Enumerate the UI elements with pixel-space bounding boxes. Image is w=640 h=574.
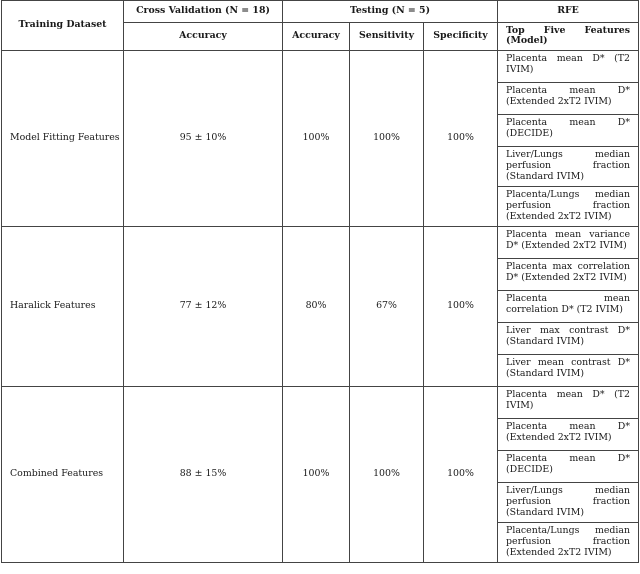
feature-cell: Placenta mean D* (T2 IVIM) xyxy=(498,387,639,419)
header-test-sensitivity: Sensitivity xyxy=(350,23,424,51)
accuracy-combined: 100% xyxy=(283,387,350,563)
feature-cell: Placenta mean variance D* (Extended 2xT2 IVIM) xyxy=(498,227,639,259)
feature-cell: Placenta mean D* (Extended 2xT2 IVIM) xyxy=(498,83,639,115)
header-cv-accuracy: Accuracy xyxy=(124,23,283,51)
feature-cell: Liver mean contrast D* (Standard IVIM) xyxy=(498,355,639,387)
dataset-haralick: Haralick Features xyxy=(2,227,124,387)
header-training-dataset: Training Dataset xyxy=(2,1,124,51)
header-rfe-top-features xyxy=(498,23,639,51)
accuracy-haralick: 80% xyxy=(283,227,350,387)
specificity-combined: 100% xyxy=(424,387,498,563)
cv-accuracy-haralick: 77 ± 12% xyxy=(124,227,283,387)
dataset-combined: Combined Features xyxy=(2,387,124,563)
rfe-top-line2: (Model) xyxy=(506,35,548,47)
feature-cell: Placenta mean D* (Extended 2xT2 IVIM) xyxy=(498,419,639,451)
feature-cell: Placenta/Lungs median perfusion fraction (Extended 2xT2 IVIM) xyxy=(498,523,639,563)
feature-cell: Placenta mean correlation D* (T2 IVIM) xyxy=(498,291,639,323)
header-testing: Testing (N = 5) xyxy=(283,1,498,23)
feature-cell: Placenta/Lungs median perfusion fraction (Extended 2xT2 IVIM) xyxy=(498,187,639,227)
feature-cell: Placenta mean D* (T2 IVIM) xyxy=(498,51,639,83)
accuracy-model-fitting: 100% xyxy=(283,51,350,227)
sensitivity-model-fitting: 100% xyxy=(350,51,424,227)
specificity-model-fitting: 100% xyxy=(424,51,498,227)
sensitivity-combined: 100% xyxy=(350,387,424,563)
feature-cell: Liver/Lungs median perfusion fraction (Standard IVIM) xyxy=(498,147,639,187)
cv-accuracy-model-fitting: 95 ± 10% xyxy=(124,51,283,227)
feature-cell: Placenta mean D* (DECIDE) xyxy=(498,115,639,147)
specificity-haralick: 100% xyxy=(424,227,498,387)
feature-cell: Placenta mean D* (DECIDE) xyxy=(498,451,639,483)
header-test-accuracy: Accuracy xyxy=(283,23,350,51)
rfe-top-line1: Top Five Features xyxy=(506,25,631,36)
results-table xyxy=(1,0,639,563)
feature-cell: Liver/Lungs median perfusion fraction (Standard IVIM) xyxy=(498,483,639,523)
header-rfe: RFE xyxy=(498,1,639,23)
dataset-model-fitting: Model Fitting Features xyxy=(2,51,124,227)
header-cross-validation: Cross Validation (N = 18) xyxy=(124,1,283,23)
sensitivity-haralick: 67% xyxy=(350,227,424,387)
header-test-specificity: Specificity xyxy=(424,23,498,51)
feature-cell: Liver max contrast D* (Standard IVIM) xyxy=(498,323,639,355)
cv-accuracy-combined: 88 ± 15% xyxy=(124,387,283,563)
feature-cell: Placenta max correlation D* (Extended 2xT2 IVIM) xyxy=(498,259,639,291)
